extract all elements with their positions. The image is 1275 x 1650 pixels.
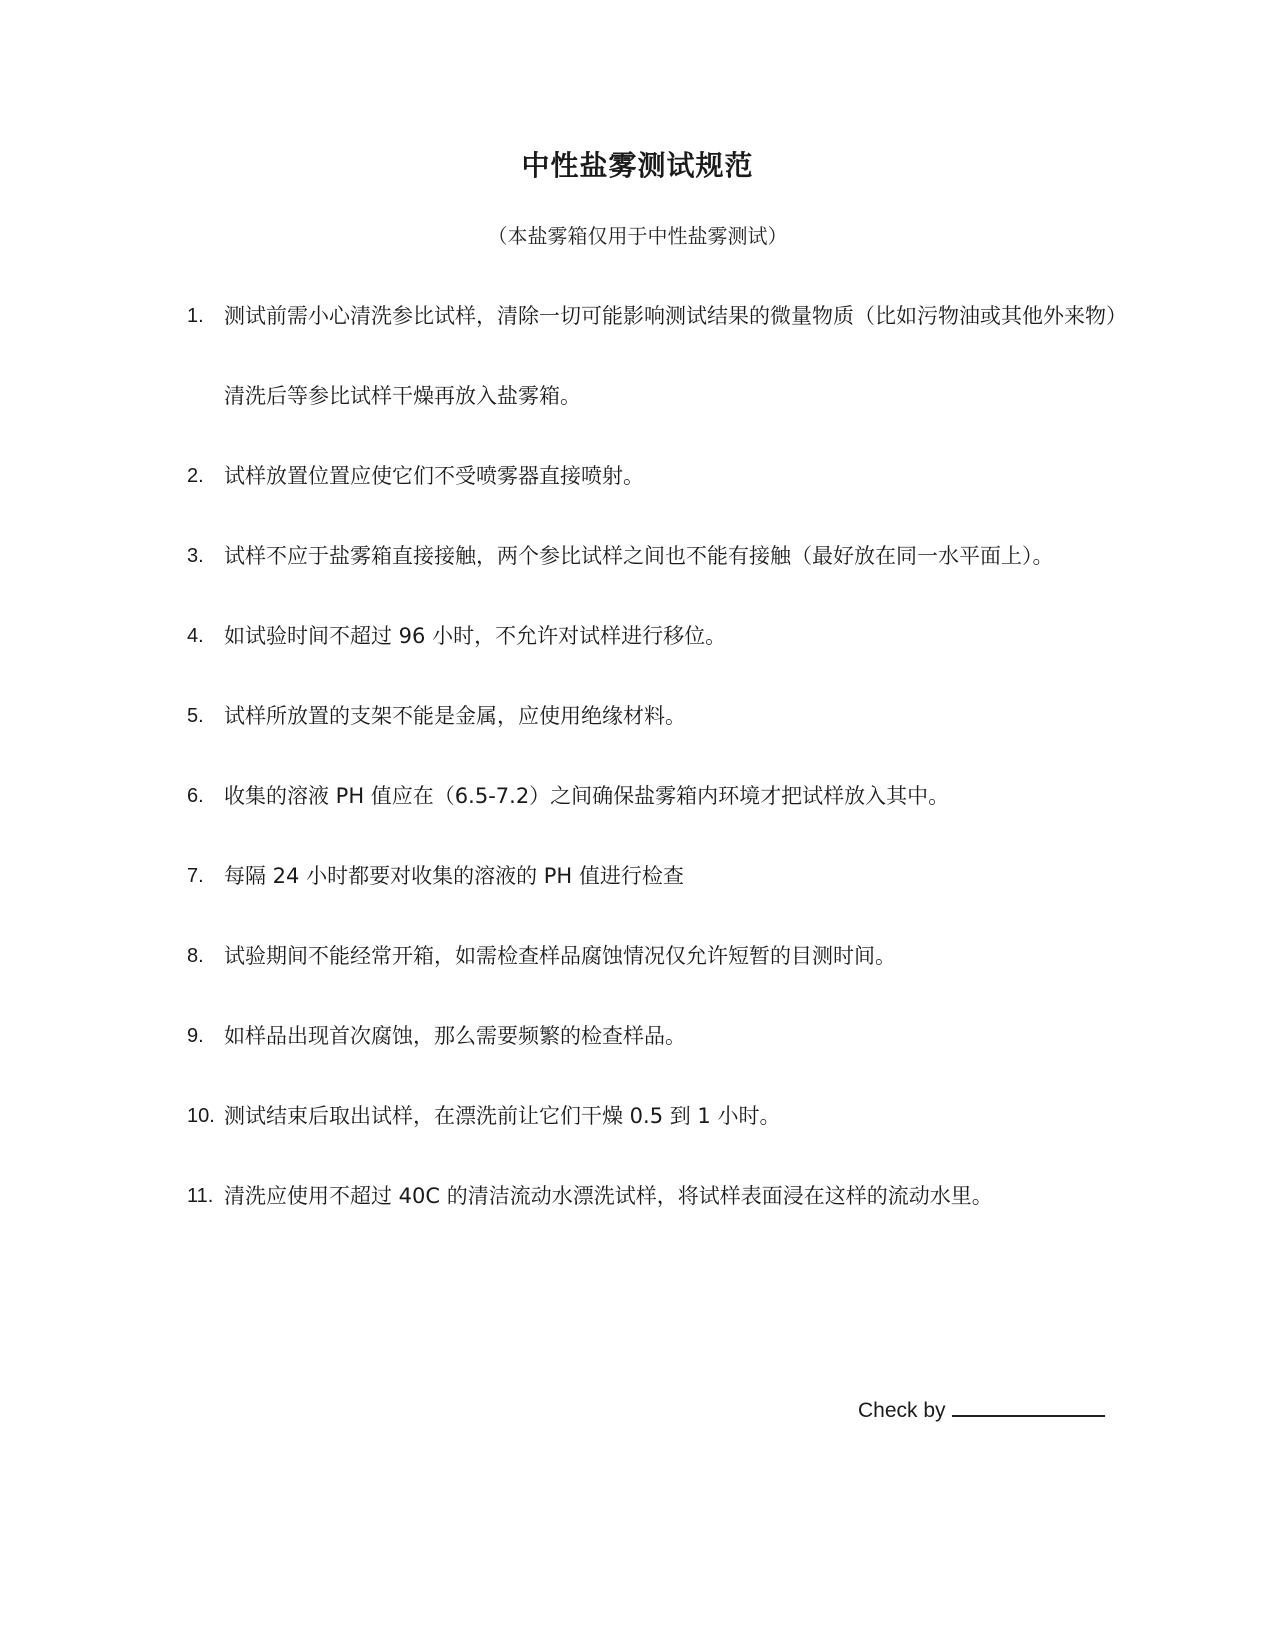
check-by-label: Check by [858,1399,946,1422]
rule-number: 4. [187,625,204,647]
rule-number: 1. [187,305,204,327]
rule-text: 试样放置位置应使它们不受喷雾器直接喷射。 [224,464,644,488]
rule-text: 试样所放置的支架不能是金属，应使用绝缘材料。 [224,704,686,728]
rule-text: 如试验时间不超过 96 小时，不允许对试样进行移位。 [224,624,727,648]
rule-number: 10. [187,1105,215,1127]
signature-line[interactable] [952,1393,1105,1417]
rule-number: 2. [187,465,204,487]
rule-text: 试验期间不能经常开箱，如需检查样品腐蚀情况仅允许短暂的目测时间。 [224,944,896,968]
rule-number: 9. [187,1025,204,1047]
rule-item [187,996,1147,1076]
rule-item [187,1156,1147,1236]
rule-text: 测试前需小心清洗参比试样，清除一切可能影响测试结果的微量物质（比如污物油或其他外来物）清洗后等参比试样干燥再放入盐雾箱。 [224,304,1127,408]
document-subtitle: （本盐雾箱仅用于中性盐雾测试） [487,224,788,248]
rule-number: 5. [187,705,204,727]
rule-item [187,836,1147,916]
rule-item [187,756,1147,836]
rule-item [187,436,1147,516]
document-title: 中性盐雾测试规范 [521,149,754,182]
rule-number: 7. [187,865,204,887]
rule-item [187,516,1147,596]
rule-item [187,276,1147,436]
rule-item [187,676,1147,756]
rule-item [187,596,1147,676]
rule-number: 8. [187,945,204,967]
rule-text: 每隔 24 小时都要对收集的溶液的 PH 值进行检查 [224,864,684,888]
rule-number: 3. [187,545,204,567]
rule-text: 清洗应使用不超过 40C 的清洁流动水漂洗试样，将试样表面浸在这样的流动水里。 [224,1184,993,1208]
rule-item [187,1076,1147,1156]
rule-item [187,916,1147,996]
rule-text: 测试结束后取出试样，在漂洗前让它们干燥 0.5 到 1 小时。 [224,1104,781,1128]
rule-text: 试样不应于盐雾箱直接接触，两个参比试样之间也不能有接触（最好放在同一水平面上）。 [224,544,1054,568]
rules-list [187,276,1147,1236]
check-by-signature [858,1393,1105,1425]
rule-text: 如样品出现首次腐蚀，那么需要频繁的检查样品。 [224,1024,686,1048]
rule-text: 收集的溶液 PH 值应在（6.5-7.2）之间确保盐雾箱内环境才把试样放入其中。 [224,784,950,808]
rule-number: 11. [187,1185,214,1207]
rule-number: 6. [187,785,204,807]
